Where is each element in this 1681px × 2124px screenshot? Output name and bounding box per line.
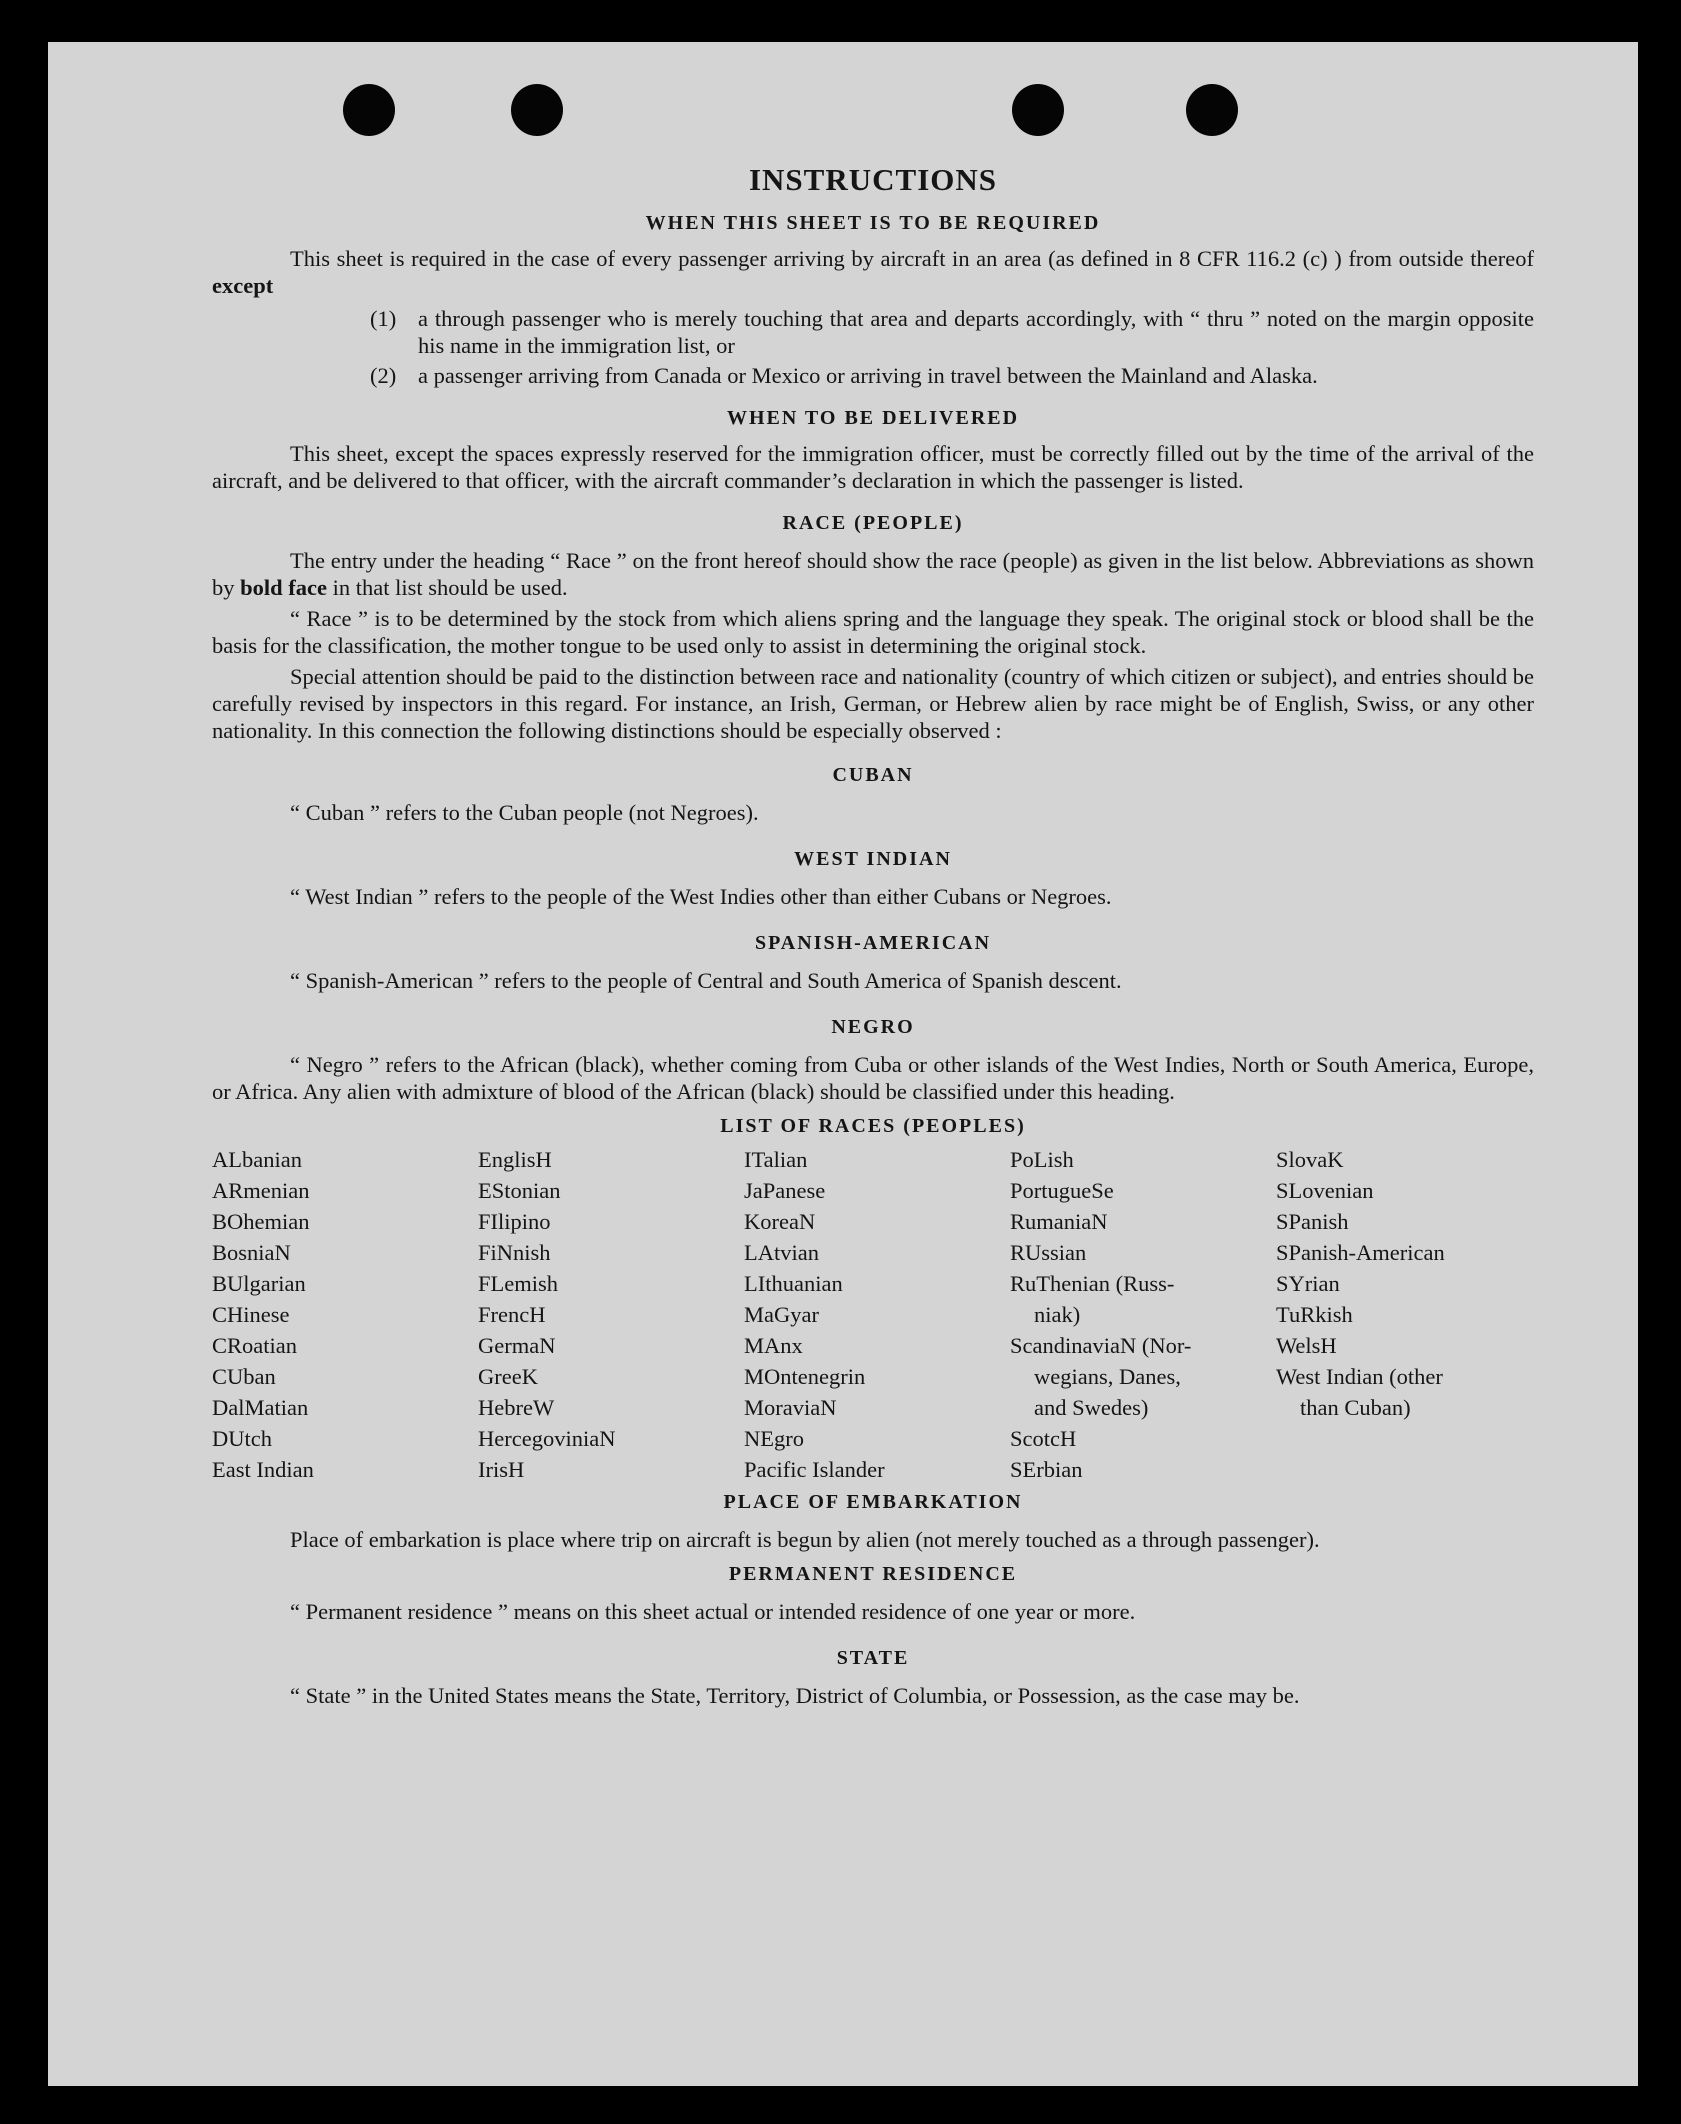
race-column — [1010, 1144, 1276, 1485]
delivered-text: This sheet, except the spaces expressly reserved for the immigration officer, must be correctly filled out by the time of the arrival of the aircraft, and be delivered to that officer, with the aircraft commander’s declaration in which the passenger is listed. — [212, 441, 1534, 493]
race-item: SPanish — [1276, 1209, 1349, 1234]
race-item: FrencH — [478, 1302, 546, 1327]
section-heading: CUBAN — [832, 764, 914, 786]
race-item: MAnx — [744, 1333, 803, 1358]
race-item: NEgro — [744, 1426, 804, 1451]
race-para-3: Special attention should be paid to the distinction between race and nationality (country of which citizen or subject), and entries should be carefully revised by inspectors in this regard. For instance, an Irish, German, or Hebrew alien by race might be of English, Swiss, or any other nationality. In this connection the following distinctions should be especially observed : — [212, 664, 1534, 743]
race-item: HercegoviniaN — [478, 1426, 616, 1451]
instructions-content — [212, 162, 1534, 1709]
embarkation-text: Place of embarkation is place where trip on aircraft is begun by alien (not merely touched as a through passenger). — [290, 1527, 1320, 1552]
race-item: EnglisH — [478, 1147, 552, 1172]
race-list — [212, 1144, 1534, 1485]
race-item: EStonian — [478, 1178, 561, 1203]
race-item: RuThenian (Russ- — [1010, 1271, 1175, 1296]
section-heading: LIST OF RACES (PEOPLES) — [720, 1115, 1026, 1137]
race-item: LAtvian — [744, 1240, 819, 1265]
race-item: FLemish — [478, 1271, 559, 1296]
required-intro — [212, 245, 1534, 299]
race-para-1 — [212, 547, 1534, 601]
race-item: PortugueSe — [1010, 1178, 1114, 1203]
race-item: SlovaK — [1276, 1147, 1344, 1172]
race-column — [212, 1144, 478, 1485]
race-item: MaGyar — [744, 1302, 819, 1327]
section-heading: RACE (PEOPLE) — [782, 512, 964, 534]
west-indian-text: “ West Indian ” refers to the people of the West Indies other than either Cubans or Negroes. — [290, 884, 1112, 909]
race-item: WelsH — [1276, 1333, 1337, 1358]
race-item: ARmenian — [212, 1178, 310, 1203]
section-heading: WHEN THIS SHEET IS TO BE REQUIRED — [645, 212, 1101, 234]
race-item: FiNnish — [478, 1240, 551, 1265]
race-item: CRoatian — [212, 1333, 297, 1358]
race-item: Pacific Islander — [744, 1457, 885, 1482]
page-title: INSTRUCTIONS — [748, 162, 997, 197]
race-item: MOntenegrin — [744, 1364, 866, 1389]
race-item: CHinese — [212, 1302, 290, 1327]
race-item: than Cuban) — [1300, 1395, 1411, 1420]
section-heading: WHEN TO BE DELIVERED — [726, 407, 1020, 429]
required-intro-text: This sheet is required in the case of every passenger arriving by aircraft in an area (as defined in 8 CFR 116.2 (c) ) from outside thereof — [290, 246, 1534, 271]
race-para-1-bold: bold face — [240, 575, 327, 600]
spanish-american-text: “ Spanish-American ” refers to the people of Central and South America of Spanish descent. — [290, 968, 1122, 993]
negro-text: “ Negro ” refers to the African (black), whether coming from Cuba or other islands of the West Indies, North or South America, Europe, or Africa. Any alien with admixture of blood of the African (black) should be classified under this heading. — [212, 1052, 1534, 1104]
section-heading: NEGRO — [831, 1016, 915, 1038]
race-item: PoLish — [1010, 1147, 1074, 1172]
race-item: BUlgarian — [212, 1271, 306, 1296]
section-heading: SPANISH-AMERICAN — [754, 932, 992, 954]
race-item: FIlipino — [478, 1209, 551, 1234]
race-item: TuRkish — [1276, 1302, 1353, 1327]
section-heading: PLACE OF EMBARKATION — [723, 1491, 1023, 1513]
cuban-text: “ Cuban ” refers to the Cuban people (not Negroes). — [290, 800, 759, 825]
race-item: LIthuanian — [744, 1271, 843, 1296]
race-item: BOhemian — [212, 1209, 310, 1234]
race-item: West Indian (other — [1276, 1364, 1443, 1389]
race-item: ScotcH — [1010, 1426, 1077, 1451]
race-para-1-a: The entry under the heading “ Race ” on the front hereof should show the race (people) as given in the list below. Abbreviations as shown by — [212, 548, 1534, 600]
race-item: RumaniaN — [1010, 1209, 1108, 1234]
list-item — [370, 362, 1534, 389]
section-heading: WEST INDIAN — [794, 848, 952, 870]
race-item: ITalian — [744, 1147, 808, 1172]
race-column — [1276, 1144, 1534, 1485]
punch-hole — [1012, 84, 1064, 136]
race-item: KoreaN — [744, 1209, 816, 1234]
punch-hole — [343, 84, 395, 136]
list-item — [370, 305, 1534, 359]
race-item: East Indian — [212, 1457, 314, 1482]
race-item: GermaN — [478, 1333, 556, 1358]
race-item: JaPanese — [744, 1178, 826, 1203]
race-column — [744, 1144, 1010, 1485]
item-text: a passenger arriving from Canada or Mexico or arriving in travel between the Mainland and Alaska. — [418, 363, 1318, 388]
race-item: SLovenian — [1276, 1178, 1374, 1203]
race-item: CUban — [212, 1364, 276, 1389]
race-item: niak) — [1034, 1302, 1081, 1327]
race-column — [478, 1144, 744, 1485]
item-text: a through passenger who is merely touching that area and departs accordingly, with “ thru ” noted on the margin opposite his name in the immigration list, or — [418, 306, 1534, 358]
section-heading: PERMANENT RESIDENCE — [728, 1563, 1018, 1585]
race-item: wegians, Danes, — [1034, 1364, 1181, 1389]
punch-hole — [1186, 84, 1238, 136]
race-item: and Swedes) — [1034, 1395, 1149, 1420]
race-item: SErbian — [1010, 1457, 1083, 1482]
state-text: “ State ” in the United States means the State, Territory, District of Columbia, or Possession, as the case may be. — [290, 1683, 1300, 1708]
item-number: (1) — [370, 306, 397, 331]
race-item: IrisH — [478, 1457, 525, 1482]
residence-text: “ Permanent residence ” means on this sheet actual or intended residence of one year or more. — [290, 1599, 1136, 1624]
punch-hole — [511, 84, 563, 136]
race-item: SPanish-American — [1276, 1240, 1445, 1265]
required-intro-bold: except — [212, 273, 274, 298]
race-item: RUssian — [1010, 1240, 1087, 1265]
race-para-1-c: in that list should be used. — [332, 575, 568, 600]
item-number: (2) — [370, 363, 397, 388]
race-item: HebreW — [478, 1395, 555, 1420]
race-item: MoraviaN — [744, 1395, 837, 1420]
section-heading: STATE — [836, 1647, 910, 1669]
race-item: BosniaN — [212, 1240, 291, 1265]
document-page — [48, 42, 1638, 2086]
race-para-2: “ Race ” is to be determined by the stock from which aliens spring and the language they speak. The original stock or blood shall be the basis for the classification, the mother tongue to be used only to assist in determining the original stock. — [212, 606, 1534, 658]
race-item: GreeK — [478, 1364, 538, 1389]
race-item: DUtch — [212, 1426, 272, 1451]
race-item: ALbanian — [212, 1147, 302, 1172]
race-item: SYrian — [1276, 1271, 1340, 1296]
race-item: ScandinaviaN (Nor- — [1010, 1333, 1192, 1358]
race-item: DalMatian — [212, 1395, 309, 1420]
